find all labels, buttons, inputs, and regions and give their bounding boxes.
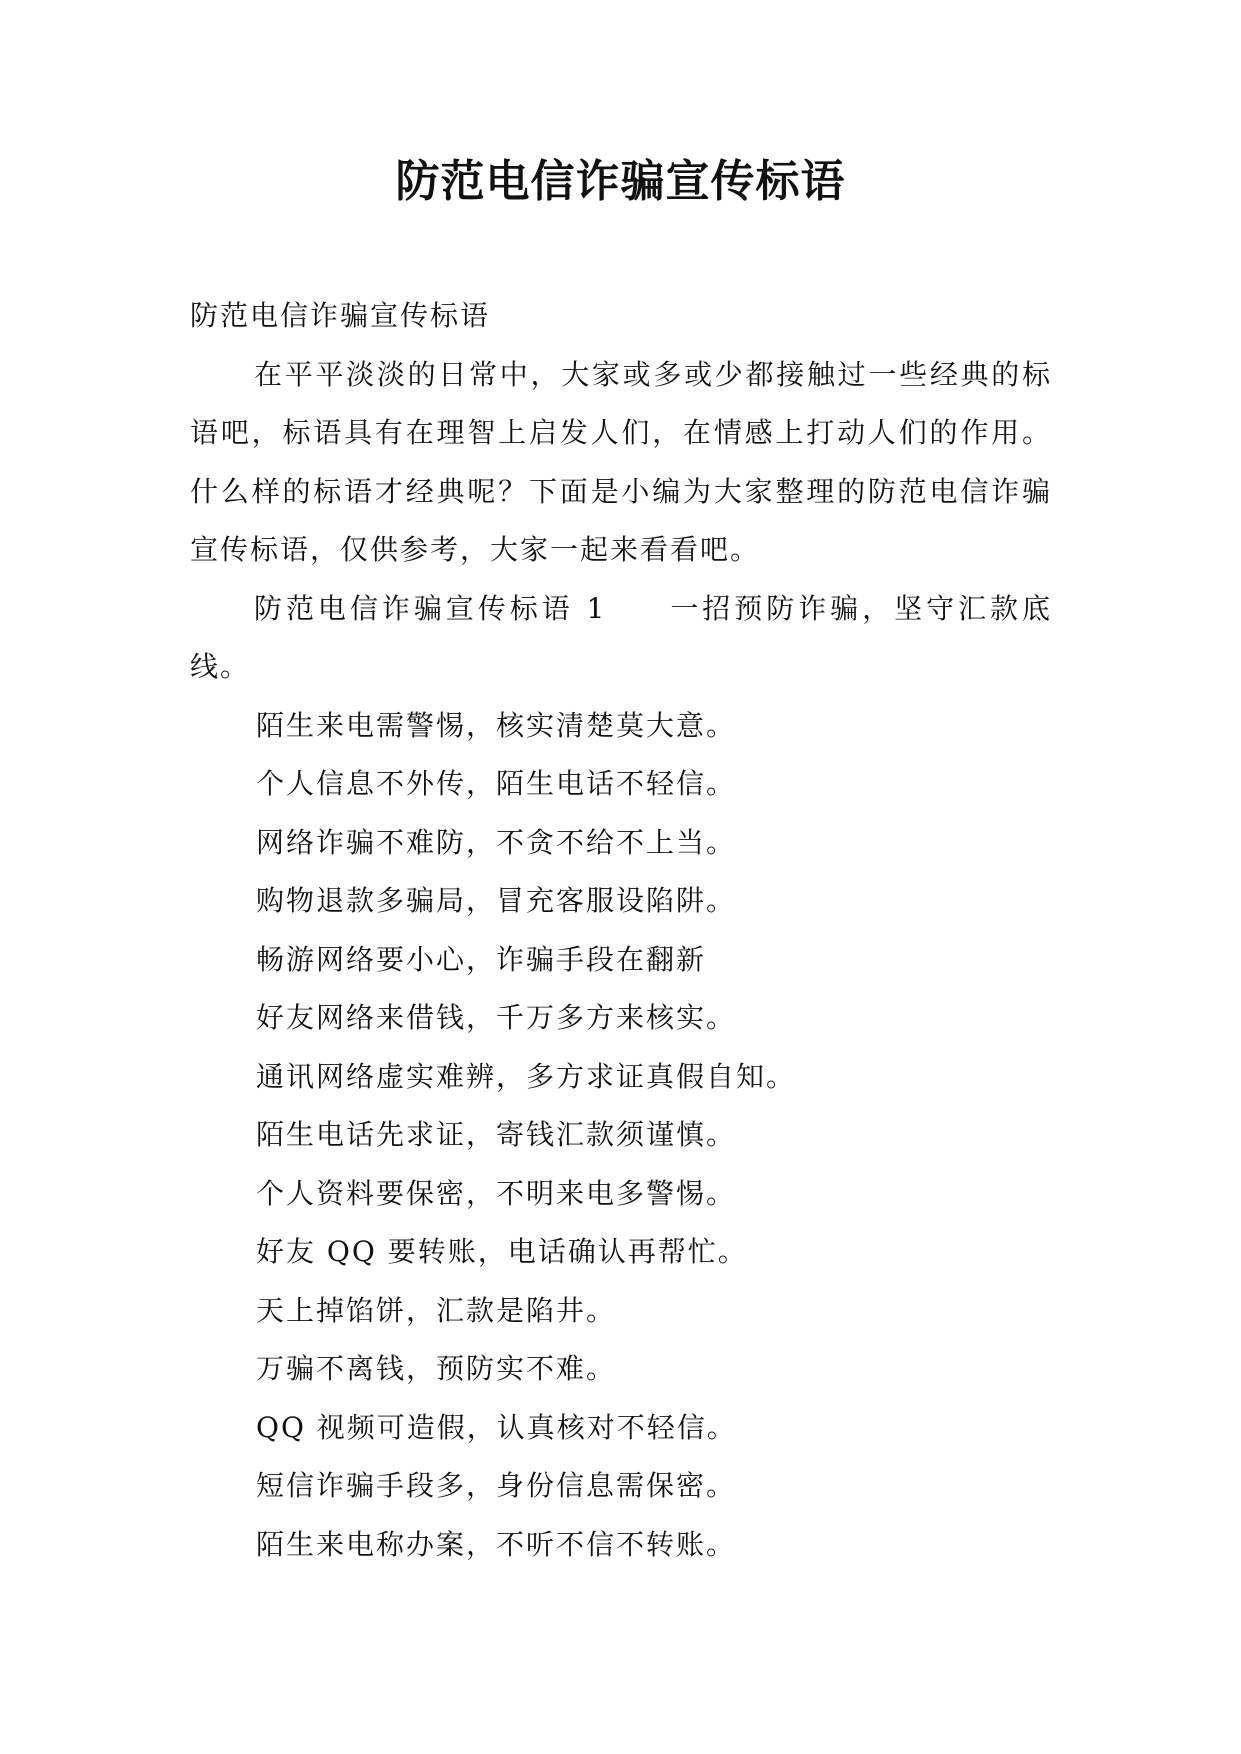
slogan-item: 个人信息不外传，陌生电话不轻信。 (256, 767, 737, 800)
section-label: 防范电信诈骗宣传标语 1 (254, 591, 607, 625)
slogan-item: 购物退款多骗局，冒充客服设陷阱。 (256, 884, 737, 917)
document-body (190, 287, 1052, 1574)
slogan-item: 陌生来电称办案，不听不信不转账。 (256, 1527, 737, 1561)
slogan-item: 畅游网络要小心，诈骗手段在翻新 (256, 942, 707, 976)
section-heading-paragraph (190, 580, 1052, 697)
slogan-item: 天上掉馅饼，汇款是陷井。 (256, 1293, 617, 1327)
intro-paragraph: 在平平淡淡的日常中，大家或多或少都接触过一些经典的标语吧，标语具有在理智上启发人们，在情感上打动人们的作用。什么样的标语才经典呢？下面是小编为大家整理的防范电信诈骗宣传标语，仅供参考，大家一起来看看吧。 (190, 357, 1052, 566)
slogan-item: 好友网络来借钱，千万多方来核实。 (256, 1001, 737, 1034)
slogan-list (190, 697, 1052, 1575)
slogan-item: 陌生来电需警惕，核实清楚莫大意。 (256, 708, 737, 742)
slogan-item: 通讯网络虚实难辨，多方求证真假自知。 (256, 1059, 797, 1093)
slogan-item: 万骗不离钱，预防实不难。 (256, 1352, 617, 1385)
document-title: 防范电信诈骗宣传标语 (395, 156, 846, 207)
section-first-slogan: 一招预防诈骗，坚守汇款底线。 (190, 591, 1052, 683)
slogan-item: 短信诈骗手段多，身份信息需保密。 (256, 1469, 737, 1502)
document-subtitle: 防范电信诈骗宣传标语 (190, 299, 491, 332)
slogan-item: 网络诈骗不难防，不贪不给不上当。 (256, 825, 737, 859)
slogan-item: 陌生电话先求证，寄钱汇款须谨慎。 (256, 1118, 737, 1151)
slogan-item: 个人资料要保密，不明来电多警惕。 (256, 1176, 737, 1210)
slogan-item: 好友 QQ 要转账，电话确认再帮忙。 (256, 1235, 748, 1268)
slogan-item: QQ 视频可造假，认真核对不轻信。 (256, 1410, 737, 1444)
